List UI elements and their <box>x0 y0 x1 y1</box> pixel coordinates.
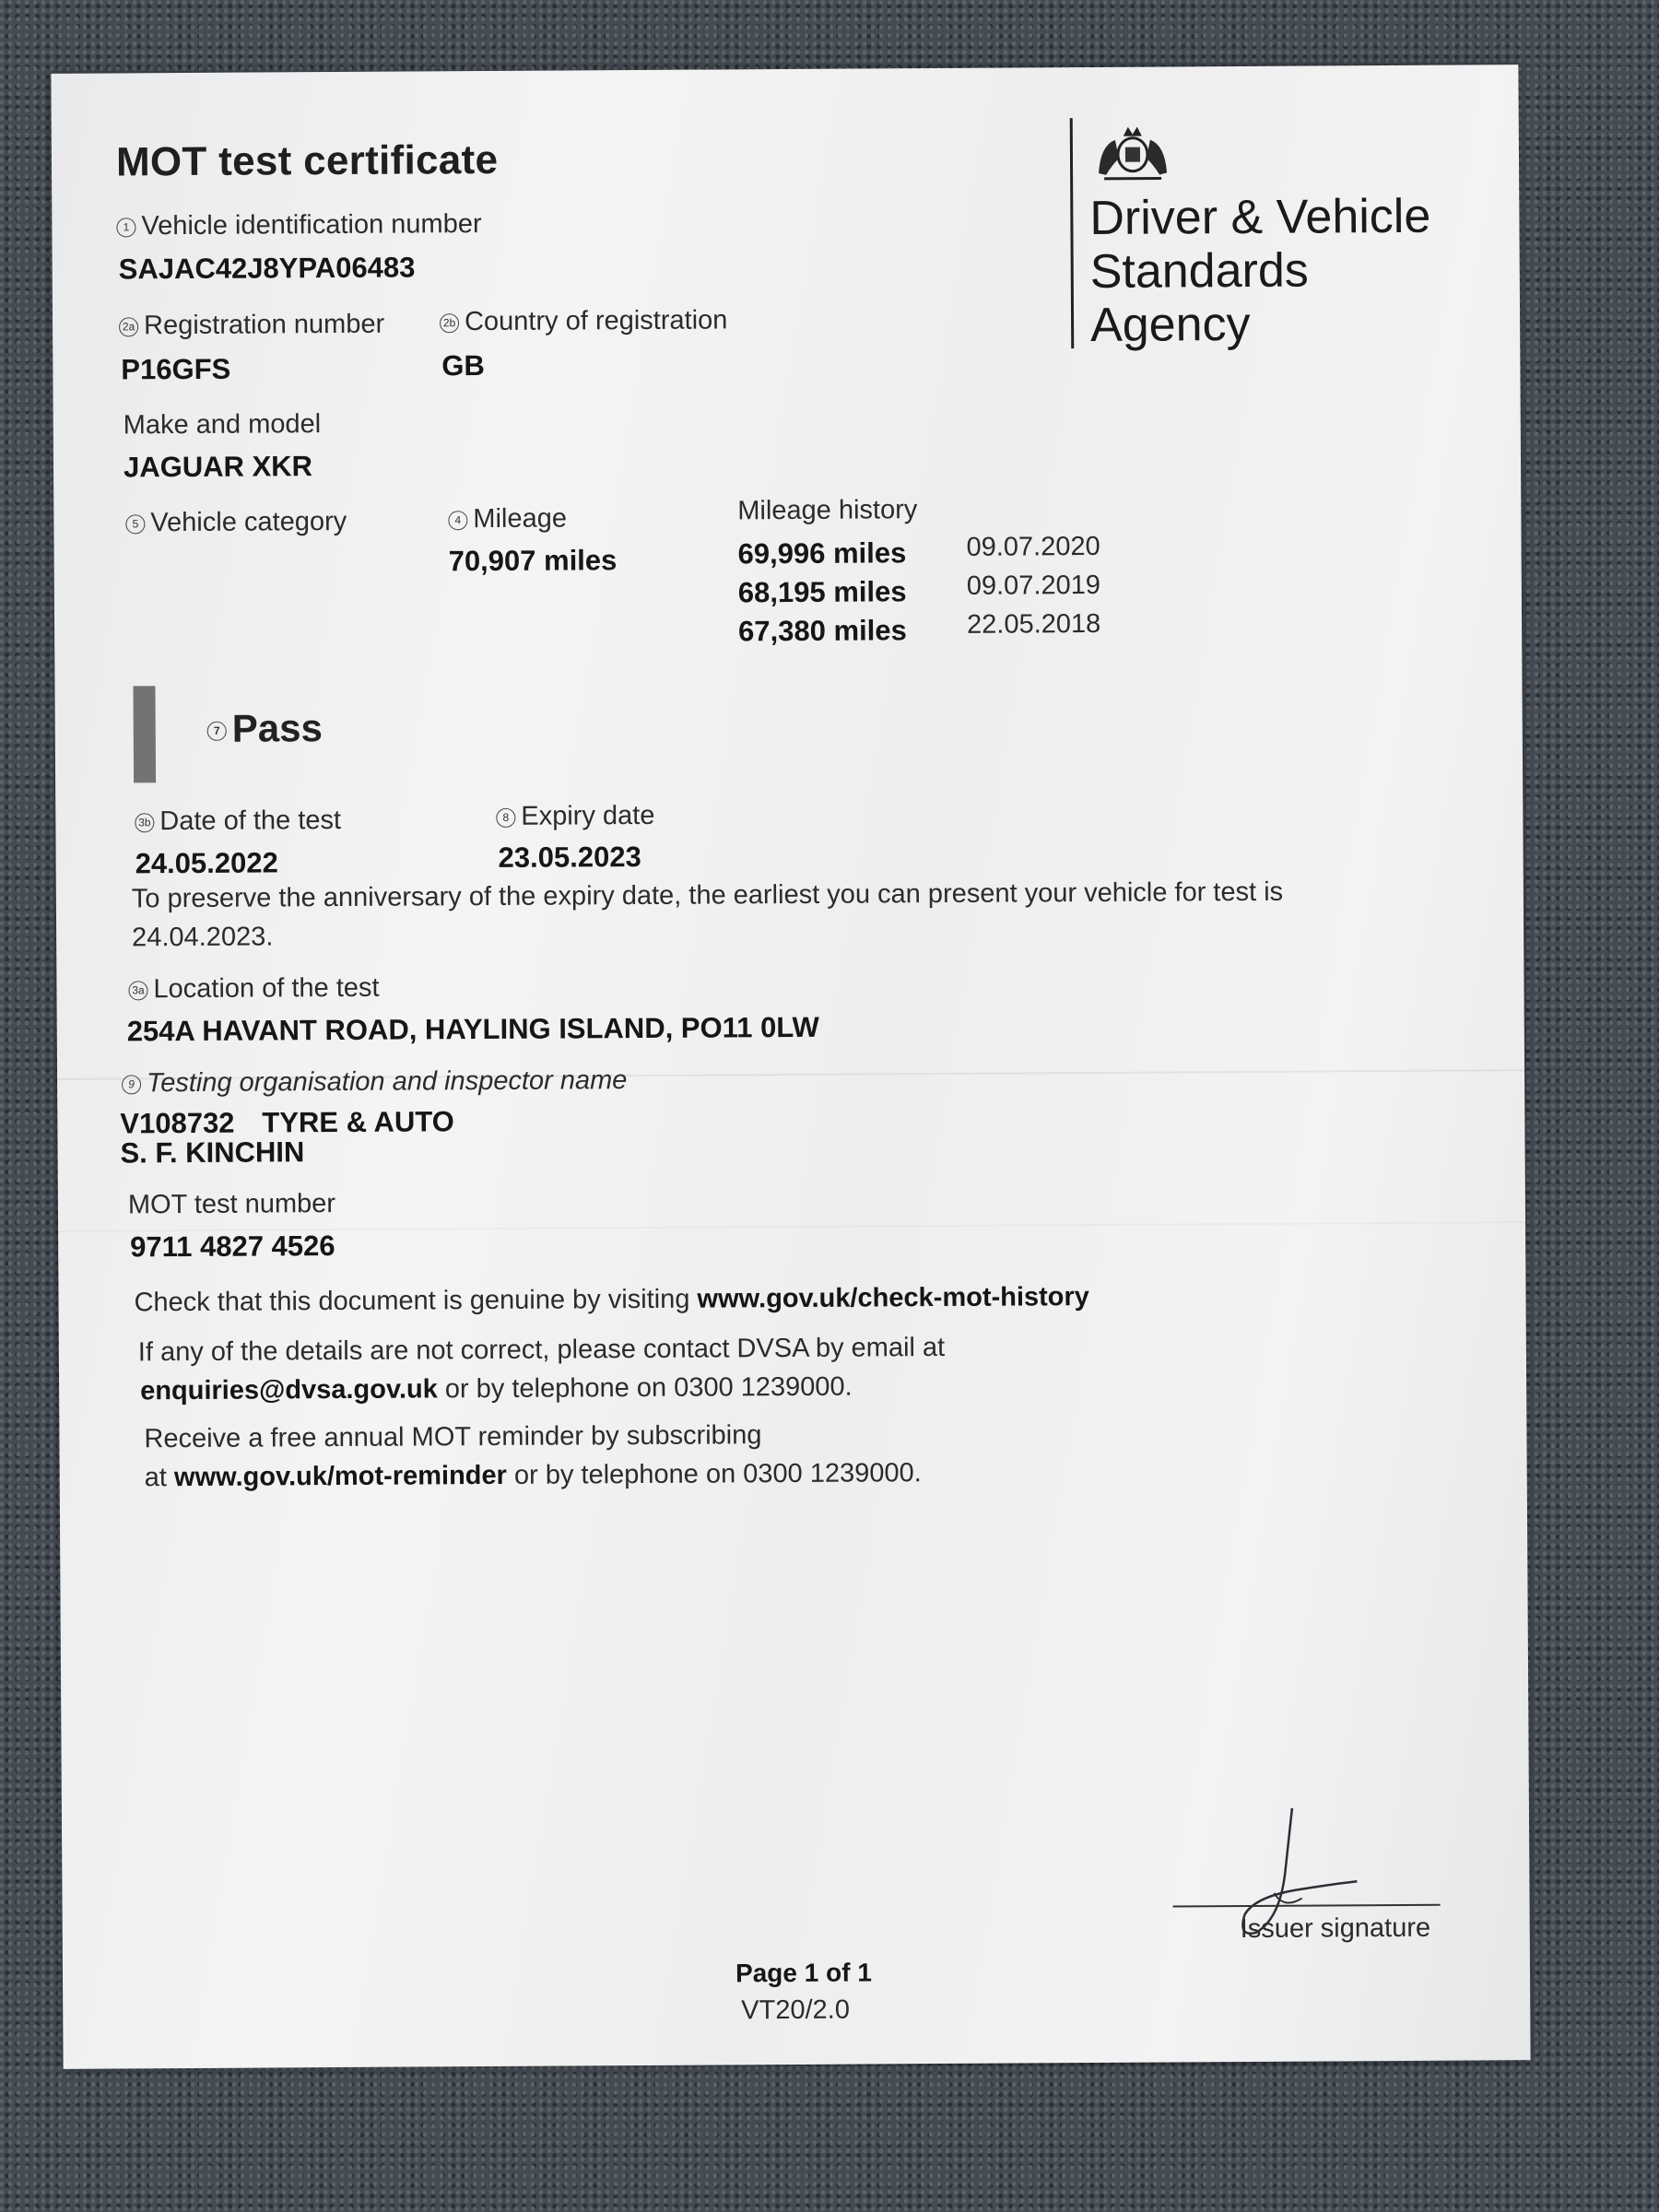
result-marker-bar <box>133 686 156 782</box>
make-model-label: Make and model <box>123 409 322 441</box>
field-number: 3a <box>128 981 147 1000</box>
contact-phone-text: or by telephone on 0300 1239000. <box>437 1371 853 1405</box>
location-label-text: Location of the test <box>153 972 380 1005</box>
field-number: 8 <box>496 808 515 828</box>
reminder-line-1: Receive a free annual MOT reminder by subscribing <box>144 1420 762 1454</box>
reminder-phone-text: or by telephone on 0300 1239000. <box>506 1458 922 1490</box>
country-label-text: Country of registration <box>464 305 728 337</box>
test-number-value: 9711 4827 4526 <box>130 1230 335 1264</box>
make-model-value: JAGUAR XKR <box>123 450 313 484</box>
organisation-name: TYRE & AUTO <box>262 1105 454 1139</box>
history-date: 22.05.2018 <box>966 608 1101 640</box>
history-miles: 67,380 miles <box>738 614 907 648</box>
mot-reminder-link[interactable]: www.gov.uk/mot-reminder <box>173 1460 507 1493</box>
genuine-check-text <box>134 1282 1089 1318</box>
reminder-line-2 <box>145 1458 922 1493</box>
expiry-date-value: 23.05.2023 <box>498 840 641 874</box>
history-miles: 68,195 miles <box>737 575 907 609</box>
contact-line-1: If any of the details are not correct, please contact DVSA by email at <box>137 1332 946 1368</box>
test-date-label-text: Date of the test <box>159 805 342 837</box>
field-number: 3b <box>135 813 154 832</box>
field-number: 1 <box>116 218 135 237</box>
check-mot-history-link[interactable]: www.gov.uk/check-mot-history <box>697 1282 1089 1314</box>
vehicle-category-label <box>125 507 347 538</box>
form-code: VT20/2.0 <box>741 1994 851 2026</box>
history-date: 09.07.2020 <box>966 531 1100 562</box>
field-number: 4 <box>448 511 467 530</box>
field-number: 7 <box>207 722 227 741</box>
dvsa-email-link[interactable]: enquiries@dvsa.gov.uk <box>140 1374 438 1406</box>
mileage-history-label: Mileage history <box>737 495 918 526</box>
vin-label-text: Vehicle identification number <box>141 209 482 241</box>
anniversary-note-line-2: 24.04.2023. <box>132 922 274 953</box>
agency-name <box>1089 190 1431 352</box>
field-number: 2a <box>119 317 138 336</box>
genuine-check-prefix: Check that this document is genuine by visiting <box>134 1284 698 1318</box>
contact-line-2 <box>140 1372 853 1407</box>
field-number: 5 <box>125 514 145 534</box>
page-number: Page 1 of 1 <box>735 1958 872 1988</box>
test-number-label: MOT test number <box>127 1189 336 1220</box>
field-number: 9 <box>122 1075 141 1094</box>
issuer-signature-label: Issuer signature <box>1240 1912 1431 1945</box>
history-miles: 69,996 miles <box>737 536 907 571</box>
mot-certificate-page <box>51 65 1530 2069</box>
document-title: MOT test certificate <box>115 136 499 185</box>
location-value: 254A HAVANT ROAD, HAYLING ISLAND, PO11 0LW <box>126 1010 819 1048</box>
expiry-date-label <box>496 801 654 832</box>
reminder-at-text: at <box>144 1463 175 1493</box>
registration-label <box>119 310 384 342</box>
vin-label <box>116 209 481 241</box>
vehicle-category-label-text: Vehicle category <box>150 506 347 538</box>
agency-line-1: Driver & Vehicle <box>1089 189 1431 246</box>
test-result <box>207 706 323 751</box>
location-label <box>128 973 379 1006</box>
anniversary-note-line-1: To preserve the anniversary of the expiry date, the earliest you can present your vehicle for test is <box>131 877 1284 914</box>
test-date-value: 24.05.2022 <box>135 846 278 880</box>
country-value: GB <box>441 349 485 382</box>
organisation-code: V108732 <box>120 1106 235 1140</box>
mileage-label <box>448 503 567 535</box>
royal-crest-icon <box>1091 117 1174 184</box>
vin-value: SAJAC42J8YPA06483 <box>118 251 416 286</box>
registration-value: P16GFS <box>121 352 231 386</box>
agency-line-2: Standards <box>1089 243 1309 299</box>
history-date: 09.07.2019 <box>966 570 1101 601</box>
country-label <box>440 305 728 337</box>
test-result-text: Pass <box>231 706 323 750</box>
test-date-label <box>135 806 341 837</box>
logo-divider <box>1070 118 1075 348</box>
expiry-date-label-text: Expiry date <box>521 800 655 831</box>
mileage-value: 70,907 miles <box>448 544 618 578</box>
registration-label-text: Registration number <box>143 309 385 341</box>
organisation-label <box>122 1065 627 1099</box>
organisation-label-text: Testing organisation and inspector name <box>146 1065 628 1099</box>
agency-line-3: Agency <box>1089 297 1251 352</box>
mileage-label-text: Mileage <box>473 503 568 535</box>
field-number: 2b <box>440 313 459 333</box>
inspector-name: S. F. KINCHIN <box>120 1135 305 1170</box>
